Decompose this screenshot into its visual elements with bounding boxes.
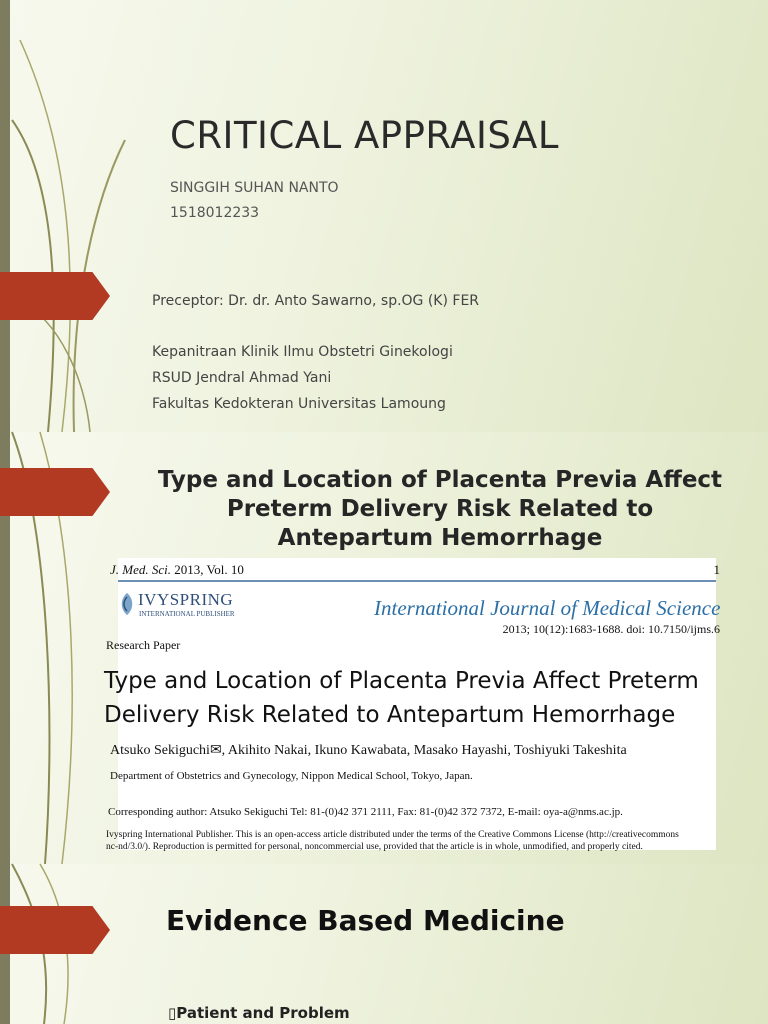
article-screenshot [104, 558, 721, 852]
article-authors: Atsuko Sekiguchi✉, Akihito Nakai, Ikuno Kawabata, Masako Hayashi, Toshiyuki Takeshita [110, 743, 627, 758]
slide-3 [0, 864, 768, 1024]
license-text: nc-nd/3.0/). Reproduction is permitted for personal, noncommercial use, provided that the article is in whole, unmodified, and properly cited. [106, 842, 643, 852]
journal-full-name: International Journal of Medical Science [374, 596, 721, 620]
hospital-line: RSUD Jendral Ahmad Yani [152, 370, 332, 386]
ivyspring-logo-icon [120, 591, 134, 617]
article-title [104, 664, 699, 732]
journal-year-volume: 2013, Vol. 10 [174, 562, 244, 577]
article-type: Research Paper [106, 638, 181, 652]
article-affiliation: Department of Obstetrics and Gynecology, Nippon Medical School, Tokyo, Japan. [110, 770, 473, 782]
publisher-logo: IVYSPRING [138, 590, 234, 609]
page-title: CRITICAL APPRAISAL [170, 114, 559, 157]
student-id: 1518012233 [170, 205, 260, 221]
author-name: SINGGIH SUHAN NANTO [170, 180, 339, 196]
arrow-accent [0, 272, 110, 320]
faculty-line: Fakultas Kedokteran Universitas Lamoung [152, 396, 446, 412]
arrow-accent [0, 468, 110, 516]
list-item-label: Patient and Problem [176, 1004, 350, 1022]
list-item [168, 1004, 350, 1022]
arrow-accent [0, 906, 110, 954]
article-title-line: Type and Location of Placenta Previa Affect Preterm [104, 668, 699, 694]
article-title-line: Delivery Risk Related to Antepartum Hemorrhage [104, 702, 676, 728]
slide-title: Evidence Based Medicine [166, 904, 565, 937]
vine-decoration [0, 0, 140, 432]
corresponding-author: Corresponding author: Atsuko Sekiguchi Tel: 81-(0)42 371 2111, Fax: 81-(0)42 372 7372, E-mail: oya-a@nms.ac.jp. [108, 806, 623, 818]
department-line: Kepanitraan Klinik Ilmu Obstetri Ginekologi [152, 344, 453, 360]
journal-abbrev: J. Med. Sci. [110, 562, 172, 577]
journal-header [110, 562, 244, 578]
license-text: Ivyspring International Publisher. This is an open-access article distributed under the terms of the Creative Commons License (http://creativecommons [106, 830, 679, 840]
header-rule [118, 580, 716, 582]
page-number: 1 [713, 562, 720, 577]
slide-1 [0, 0, 768, 432]
citation: 2013; 10(12):1683-1688. doi: 10.7150/ijms.6 [502, 622, 720, 636]
slide-title: Type and Location of Placenta Previa Affect Preterm Delivery Risk Related to Antepartum Hemorrhage [157, 467, 723, 551]
slide-2 [0, 432, 768, 864]
preceptor: Preceptor: Dr. dr. Anto Sawarno, sp.OG (K) FER [152, 293, 480, 309]
bullet-icon: ▯ [168, 1004, 177, 1022]
publisher-subtitle: INTERNATIONAL PUBLISHER [139, 610, 235, 618]
